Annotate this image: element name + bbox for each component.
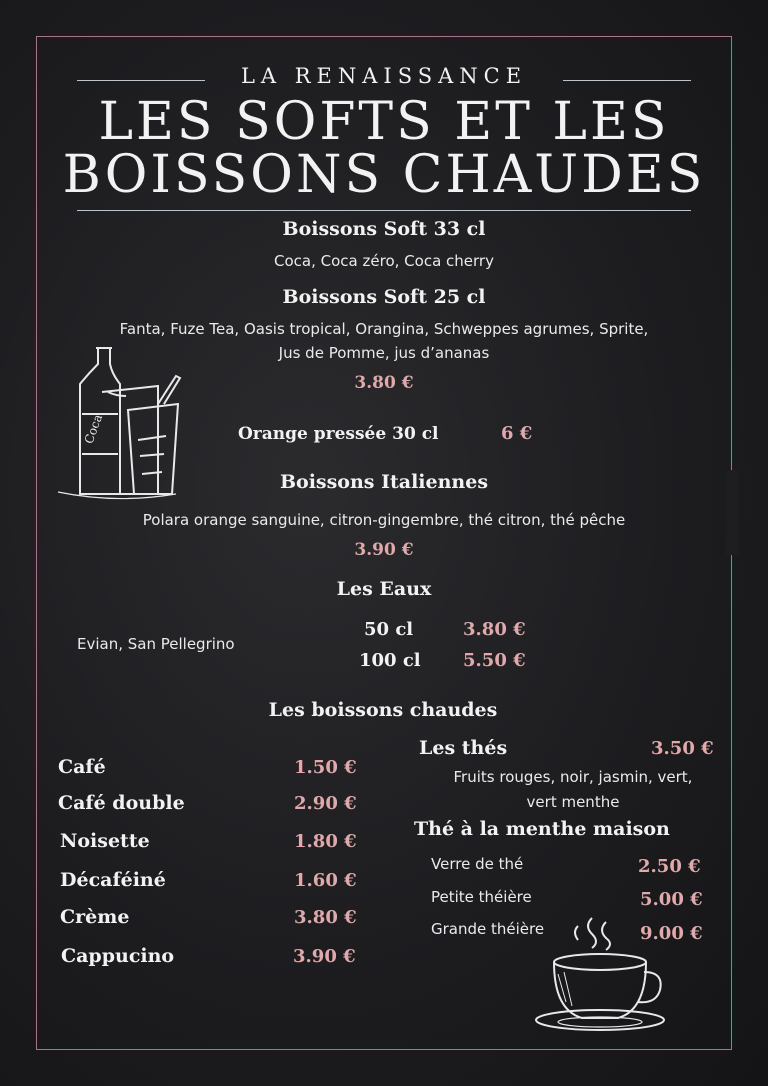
page-title-line-2: BOISSONS CHAUDES: [62, 145, 706, 205]
hot-item-price: 1.80 €: [294, 831, 357, 852]
hot-item-price: 1.50 €: [294, 757, 357, 778]
hot-item-name: Café double: [58, 792, 185, 814]
section-title-eaux: Les Eaux: [336, 578, 432, 600]
menthe-item-price: 2.50 €: [638, 856, 701, 877]
menthe-item-name: Verre de thé: [431, 855, 524, 873]
menthe-item-name: Grande théière: [431, 920, 545, 938]
hot-item-price: 1.60 €: [294, 870, 357, 891]
eaux-size-price: 3.80 €: [463, 619, 526, 640]
hot-item-price: 2.90 €: [294, 793, 357, 814]
thes-price: 3.50 €: [651, 738, 714, 759]
hot-item-name: Cappucino: [61, 945, 175, 967]
page-title-line-1: LES SOFTS ET LES: [98, 92, 670, 152]
soft25-description-line-2: Jus de Pomme, jus d’ananas: [278, 344, 490, 362]
brand-name: LA RENAISSANCE: [240, 64, 528, 88]
hot-item-price: 3.90 €: [293, 946, 356, 967]
header-rule-bottom: [77, 210, 691, 211]
thes-description-line-2: vert menthe: [526, 793, 620, 811]
menthe-title: Thé à la menthe maison: [414, 818, 670, 840]
hot-item-name: Noisette: [60, 830, 150, 852]
soft25-description-line-1: Fanta, Fuze Tea, Oasis tropical, Orangina, Schweppes agrumes, Sprite,: [119, 320, 649, 338]
hot-item-name: Décaféiné: [60, 869, 166, 891]
hot-item-name: Café: [58, 756, 106, 778]
soft25-price: 3.80 €: [354, 373, 414, 393]
svg-text:Coca: Coca: [81, 412, 106, 446]
eaux-description: Evian, San Pellegrino: [77, 635, 235, 653]
eaux-size-price: 5.50 €: [463, 650, 526, 671]
coffee-cup-illustration: [520, 912, 670, 1040]
eaux-size: 50 cl: [364, 619, 414, 640]
italian-price: 3.90 €: [354, 540, 414, 560]
orange-price: 6 €: [501, 423, 533, 444]
hot-item-price: 3.80 €: [294, 907, 357, 928]
section-title-soft25: Boissons Soft 25 cl: [282, 286, 486, 308]
soft33-description: Coca, Coca zéro, Coca cherry: [274, 252, 494, 270]
eaux-size: 100 cl: [359, 650, 421, 671]
menthe-item-price: 5.00 €: [640, 889, 703, 910]
thes-title: Les thés: [419, 737, 508, 759]
thes-description-line-1: Fruits rouges, noir, jasmin, vert,: [453, 768, 693, 786]
hot-item-name: Crème: [60, 906, 130, 928]
menthe-item-name: Petite théière: [431, 888, 532, 906]
section-title-italian: Boissons Italiennes: [279, 471, 489, 493]
section-title-soft33: Boissons Soft 33 cl: [282, 218, 486, 240]
menthe-item-price: 9.00 €: [640, 923, 703, 944]
orange-label: Orange pressée 30 cl: [238, 424, 439, 444]
section-title-hot: Les boissons chaudes: [268, 699, 498, 721]
italian-description: Polara orange sanguine, citron-gingembre, thé citron, thé pêche: [142, 511, 626, 529]
